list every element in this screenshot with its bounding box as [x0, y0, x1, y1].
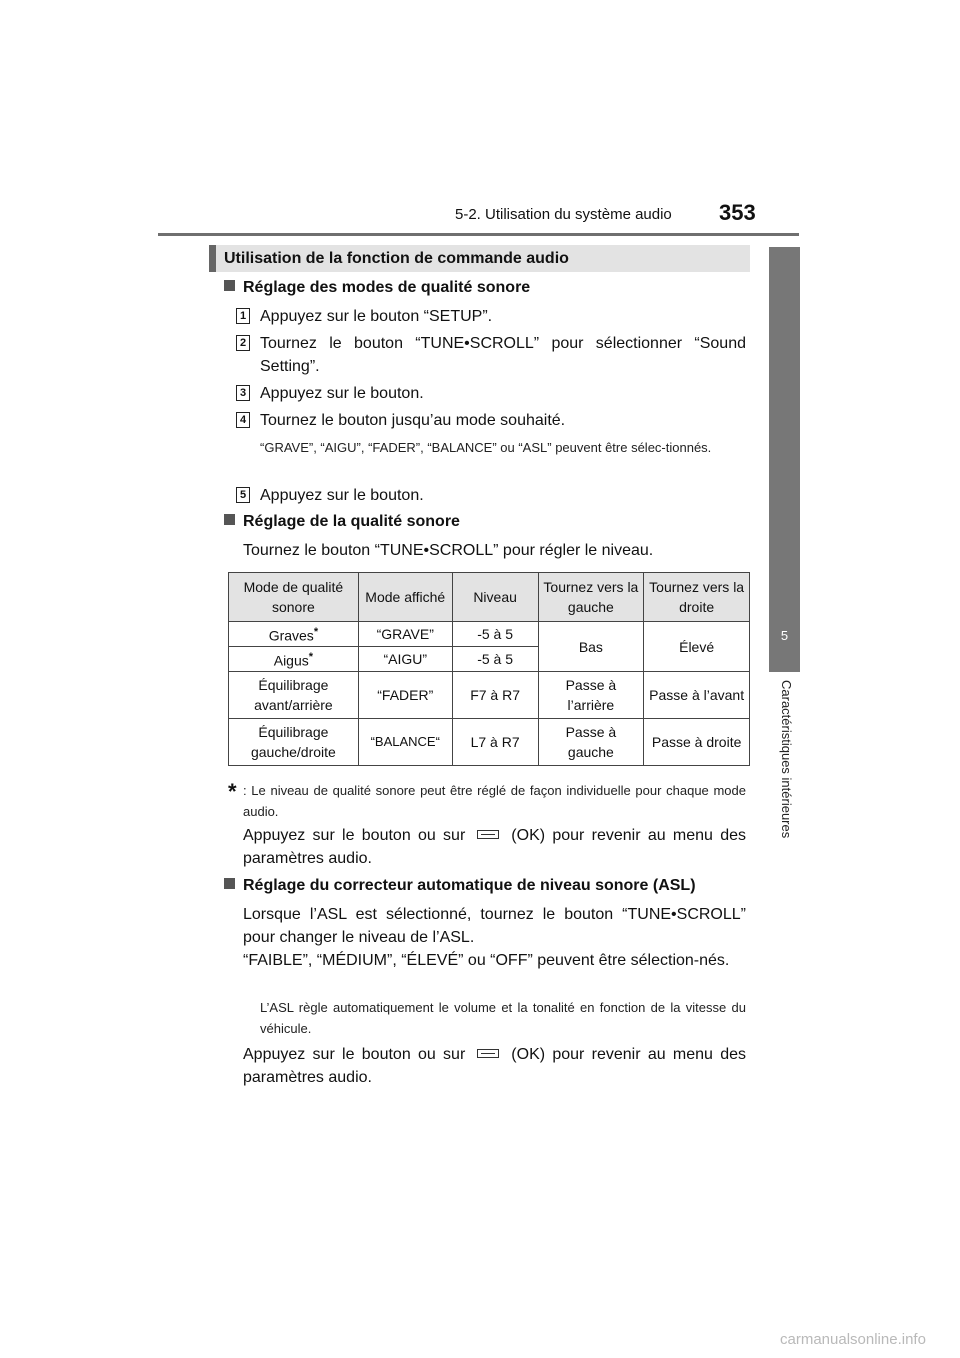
- step-text-1: Appuyez sur le bouton “SETUP”.: [260, 308, 493, 325]
- table-header-cell: Tournez vers la droite: [644, 573, 750, 622]
- step-badge-3: 3: [236, 385, 250, 401]
- table-header-cell: Niveau: [452, 573, 538, 622]
- table-cell-left: Passe à gauche: [538, 719, 644, 766]
- header-section-title: 5-2. Utilisation du système audio: [455, 206, 672, 223]
- ok-button-icon: [477, 830, 499, 839]
- table-cell-right: Passe à droite: [644, 719, 750, 766]
- sound-quality-text: Tournez le bouton “TUNE•SCROLL” pour régler le niveau.: [243, 542, 654, 559]
- table-cell-display: “AIGU”: [358, 647, 452, 672]
- table-row: [229, 719, 750, 766]
- subheading-asl: Réglage du correcteur automatique de niveau sonore (ASL): [224, 877, 696, 895]
- asterisk-mark: *: [308, 651, 314, 664]
- asl-text-2: “FAIBLE”, “MÉDIUM”, “ÉLEVÉ” ou “OFF” peuvent être sélection-nés.: [243, 952, 730, 969]
- header-rule: [158, 233, 799, 236]
- table-header-cell: Mode de qualité sonore: [229, 573, 359, 622]
- table-header-cell: Tournez vers la gauche: [538, 573, 644, 622]
- table-cell-level: L7 à R7: [452, 719, 538, 766]
- mode-selection-note: “GRAVE”, “AIGU”, “FADER”, “BALANCE” ou “ASL” peuvent être sélec-tionnés.: [260, 440, 712, 455]
- table-cell-display: “BALANCE“: [358, 719, 452, 766]
- table-cell-right: Élevé: [644, 622, 750, 672]
- page-number: 353: [719, 200, 756, 225]
- table-cell-level: -5 à 5: [452, 622, 538, 647]
- step-badge-1: 1: [236, 308, 250, 324]
- step-text-2: Tournez le bouton “TUNE•SCROLL” pour sélectionner “Sound Setting”.: [260, 335, 746, 375]
- chapter-side-tab: [769, 247, 800, 672]
- table-row: [229, 622, 750, 647]
- footnote-text: : Le niveau de qualité sonore peut être réglé de façon individuelle pour chaque mode audio.: [243, 783, 746, 819]
- return-instruction-1: Appuyez sur le bouton ou sur (OK) pour revenir au menu des paramètres audio.: [243, 827, 747, 867]
- table-header-row: [229, 573, 750, 622]
- subheading-sound-quality: Réglage de la qualité sonore: [224, 513, 460, 531]
- chapter-number: 5: [780, 628, 789, 643]
- table-cell-mode: Aigus*: [229, 647, 359, 672]
- table-cell-mode: Équilibrage avant/arrière: [229, 672, 359, 719]
- table-header-cell: Mode affiché: [358, 573, 452, 622]
- table-row: [229, 672, 750, 719]
- chapter-label: Caractéristiques intérieures: [779, 680, 794, 839]
- asl-note: L’ASL règle automatiquement le volume et la tonalité en fonction de la vitesse du véhicule.: [260, 1000, 746, 1036]
- table-cell-left: Passe à l’arrière: [538, 672, 644, 719]
- table-cell-display: “GRAVE”: [358, 622, 452, 647]
- table-cell-mode: Équilibrage gauche/droite: [229, 719, 359, 766]
- ok-button-icon: [477, 1049, 499, 1058]
- table-cell-level: F7 à R7: [452, 672, 538, 719]
- square-bullet-icon: [224, 878, 235, 889]
- square-bullet-icon: [224, 280, 235, 291]
- section-heading: Utilisation de la fonction de commande audio: [209, 245, 750, 272]
- square-bullet-icon: [224, 514, 235, 525]
- asl-text-1: Lorsque l’ASL est sélectionné, tournez le bouton “TUNE•SCROLL” pour changer le niveau de l’ASL.: [243, 906, 746, 946]
- step-badge-5: 5: [236, 487, 250, 503]
- footnote-asterisk: *: [228, 779, 237, 804]
- return-instruction-2: Appuyez sur le bouton ou sur (OK) pour revenir au menu des paramètres audio.: [243, 1046, 747, 1086]
- step-text-5: Appuyez sur le bouton.: [260, 487, 424, 504]
- watermark: carmanualsonline.info: [780, 1331, 926, 1348]
- table-cell-level: -5 à 5: [452, 647, 538, 672]
- table-cell-display: “FADER”: [358, 672, 452, 719]
- asterisk-mark: *: [313, 626, 319, 639]
- table-cell-mode: Graves*: [229, 622, 359, 647]
- subheading-sound-modes: Réglage des modes de qualité sonore: [224, 279, 530, 297]
- table-cell-right: Passe à l’avant: [644, 672, 750, 719]
- sound-settings-table: [228, 572, 750, 766]
- step-badge-4: 4: [236, 412, 250, 428]
- step-text-3: Appuyez sur le bouton.: [260, 385, 424, 402]
- step-text-4: Tournez le bouton jusqu’au mode souhaité.: [260, 412, 566, 429]
- step-badge-2: 2: [236, 335, 250, 351]
- table-cell-left: Bas: [538, 622, 644, 672]
